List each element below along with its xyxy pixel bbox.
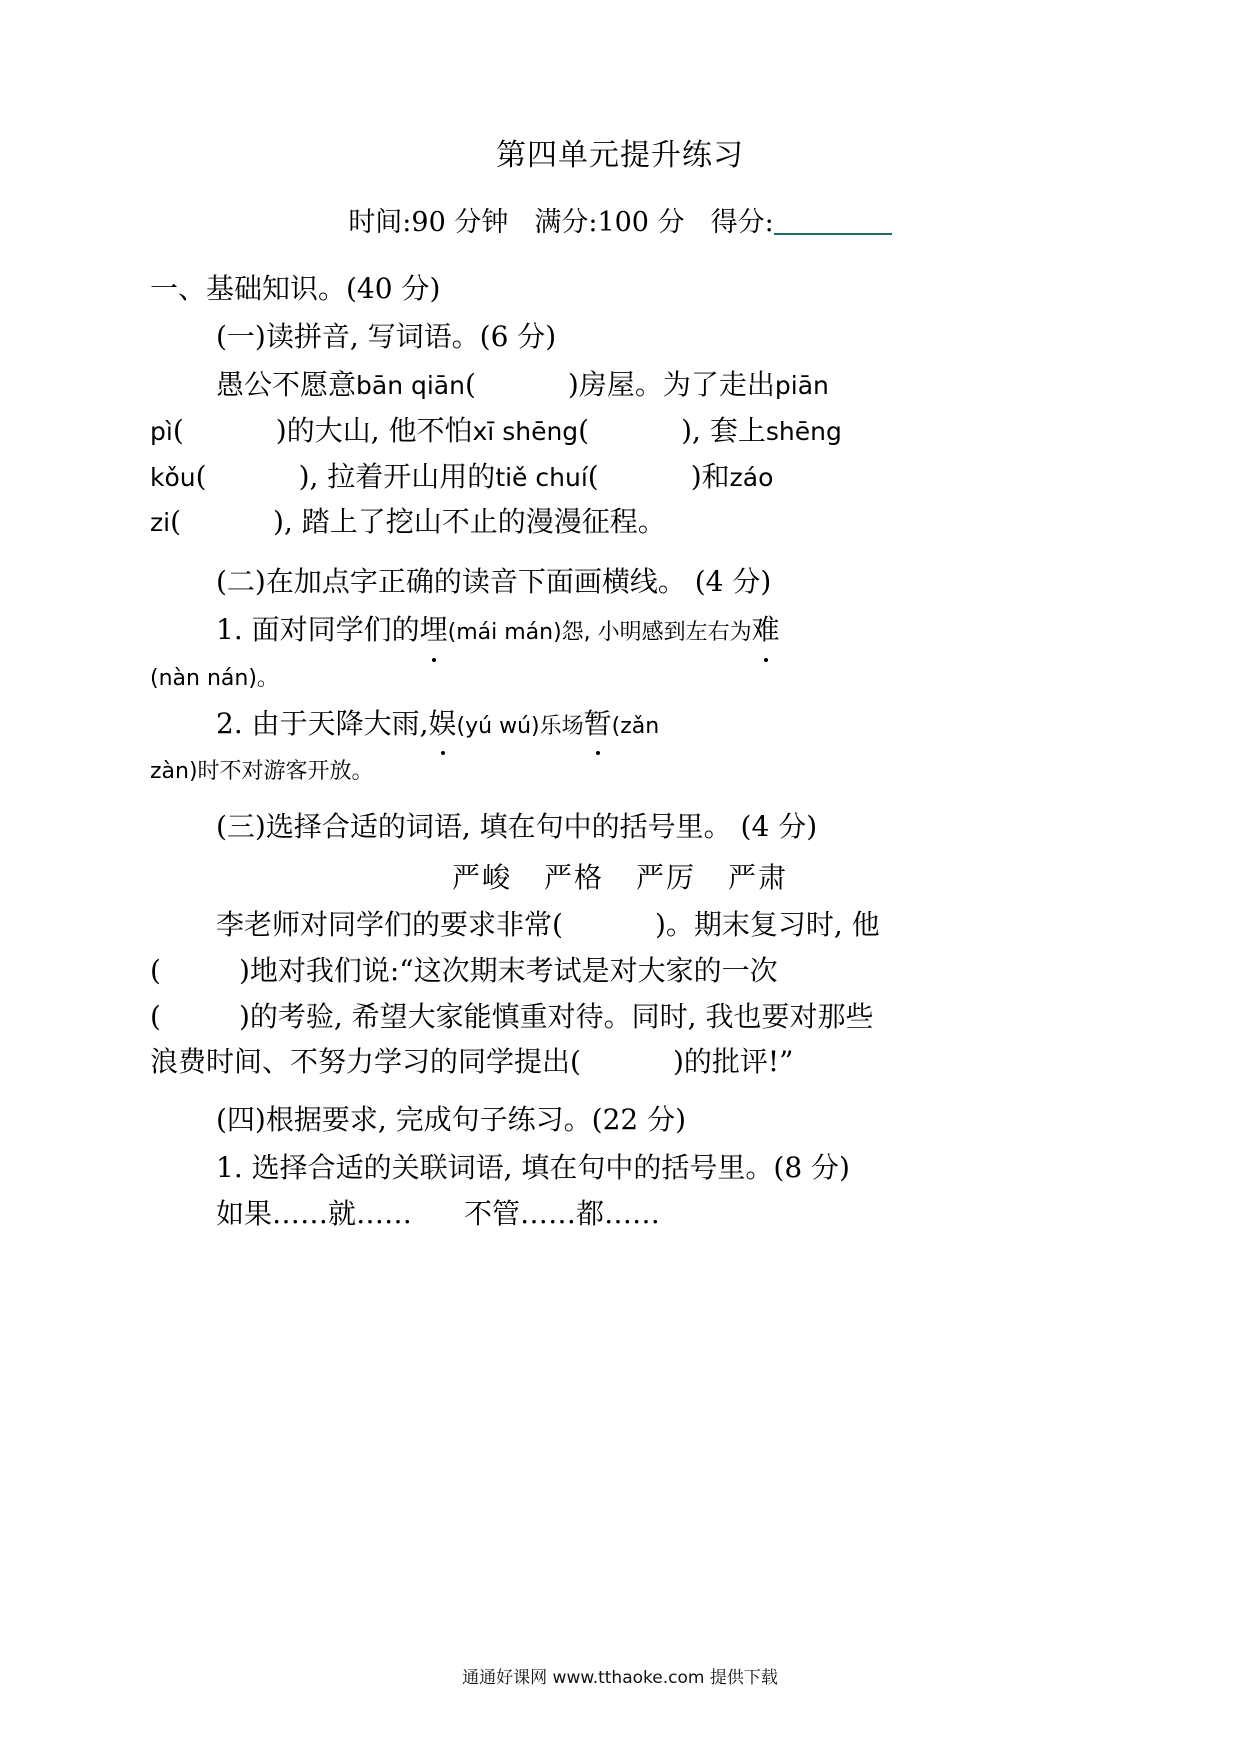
exam-meta xyxy=(150,200,1090,239)
exam-total-score: 满分:100 分 xyxy=(534,207,685,238)
p1-pinyin-1: bān qiān xyxy=(356,370,465,400)
p1-pinyin-5: shēng xyxy=(765,416,842,446)
p2-q2-text-a: 2. 由于天降大雨, xyxy=(216,706,429,740)
part-four-heading: (四)根据要求, 完成句子练习。(22 分) xyxy=(216,1103,687,1137)
p2-q1-dot-char-1: 埋 xyxy=(420,607,448,653)
word-bank-item-3: 严肃 xyxy=(728,860,789,894)
p1-text-6: 和 xyxy=(701,459,730,493)
part-four-q1: 1. 选择合适的关联词语, 填在句中的括号里。(8 分) xyxy=(216,1150,850,1184)
p3-text-1: 李老师对同学们的要求非常( xyxy=(216,907,563,941)
p3-text-6: )的批评!” xyxy=(672,1045,794,1079)
p3-text-3: )地对我们说:“这次期末考试是对大家的一次 xyxy=(238,953,778,987)
word-bank xyxy=(150,856,1090,896)
exam-time: 时间:90 分钟 xyxy=(348,207,509,238)
p2-q1-text-b: (mái mán)怨, 小明感到左右为 xyxy=(447,619,752,645)
conjunction-bank xyxy=(150,1192,1090,1232)
p2-q2-dot-char-2: 暂 xyxy=(584,701,612,747)
page-footer: 通通好课网 www.tthaoke.com 提供下载 xyxy=(462,1668,778,1688)
p2-q1-text-c: (nàn nán)。 xyxy=(150,665,279,691)
word-bank-item-2: 严厉 xyxy=(636,860,697,894)
p1-pinyin-4: xī shēng xyxy=(472,416,579,446)
conjunction-item-1: 不管……都…… xyxy=(464,1197,661,1231)
p1-pinyin-7: tiě chuí xyxy=(495,462,588,492)
p2-q2-text-c: (zǎn xyxy=(611,713,660,739)
section-one-heading: 一、基础知识。(40 分) xyxy=(150,272,441,305)
part-one-heading: (一)读拼音, 写词语。(6 分) xyxy=(216,320,557,354)
part-two-q2 xyxy=(150,701,1090,793)
p1-text-7: , 踏上了挖山不止的漫漫征程。 xyxy=(283,505,666,539)
part-three-heading: (三)选择合适的词语, 填在句中的括号里。 (4 分) xyxy=(216,810,818,844)
part-one-body: 愚公不愿意bān qiān( )房屋。为了走出piān pì( )的大山, 他不怕xī shēng( ), 套上shēng kǒu( ), 拉着开山用的tiě chuí( )和záo zi( ), 踏上了挖山不止的漫漫征程。 xyxy=(150,367,842,539)
page-title: 第四单元提升练习 xyxy=(496,138,744,173)
score-blank[interactable] xyxy=(774,233,892,235)
p3-text-4: )的考验, 希望大家能慎重对待。同时, 我也要对那些 xyxy=(238,999,874,1033)
p1-text-2: 房屋。为了走出 xyxy=(578,367,775,401)
p2-q1-text-a: 1. 面对同学们的 xyxy=(216,612,420,646)
p1-pinyin-2: piān xyxy=(774,370,829,400)
p1-text-3: 的大山, 他不怕 xyxy=(286,413,473,447)
p1-pinyin-9: zi xyxy=(150,508,171,538)
p2-q2-dot-char-1: 娱 xyxy=(429,701,457,747)
part-three-body: 李老师对同学们的要求非常( )。期末复习时, 他 ( )地对我们说:“这次期末考试是对大家的一次 ( )的考验, 希望大家能慎重对待。同时, 我也要对那些 浪费时间、不努力学习的同学提出( )的批评!” xyxy=(150,907,880,1079)
p2-q1-dot-char-2: 难 xyxy=(752,607,780,653)
p1-pinyin-8: záo xyxy=(729,462,774,492)
conjunction-item-0: 如果……就…… xyxy=(216,1197,413,1231)
part-two-heading: (二)在加点字正确的读音下面画横线。 (4 分) xyxy=(216,565,772,599)
p1-pinyin-6: kǒu xyxy=(150,462,196,492)
p2-q2-text-b: (yú wú)乐场 xyxy=(456,713,584,739)
p1-text-1: 愚公不愿意 xyxy=(216,367,357,401)
p1-text-4: , 套上 xyxy=(692,413,766,447)
p1-text-5: , 拉着开山用的 xyxy=(309,459,496,493)
score-label: 得分: xyxy=(710,207,774,238)
p1-pinyin-3: pì xyxy=(150,416,173,446)
word-bank-item-1: 严格 xyxy=(543,860,604,894)
p2-q2-text-d: zàn)时不对游客开放。 xyxy=(150,759,374,785)
p3-text-5: 浪费时间、不努力学习的同学提出( xyxy=(150,1045,581,1079)
word-bank-item-0: 严峻 xyxy=(451,860,512,894)
p3-text-2: )。期末复习时, 他 xyxy=(654,907,880,941)
part-two-q1 xyxy=(150,607,1090,699)
